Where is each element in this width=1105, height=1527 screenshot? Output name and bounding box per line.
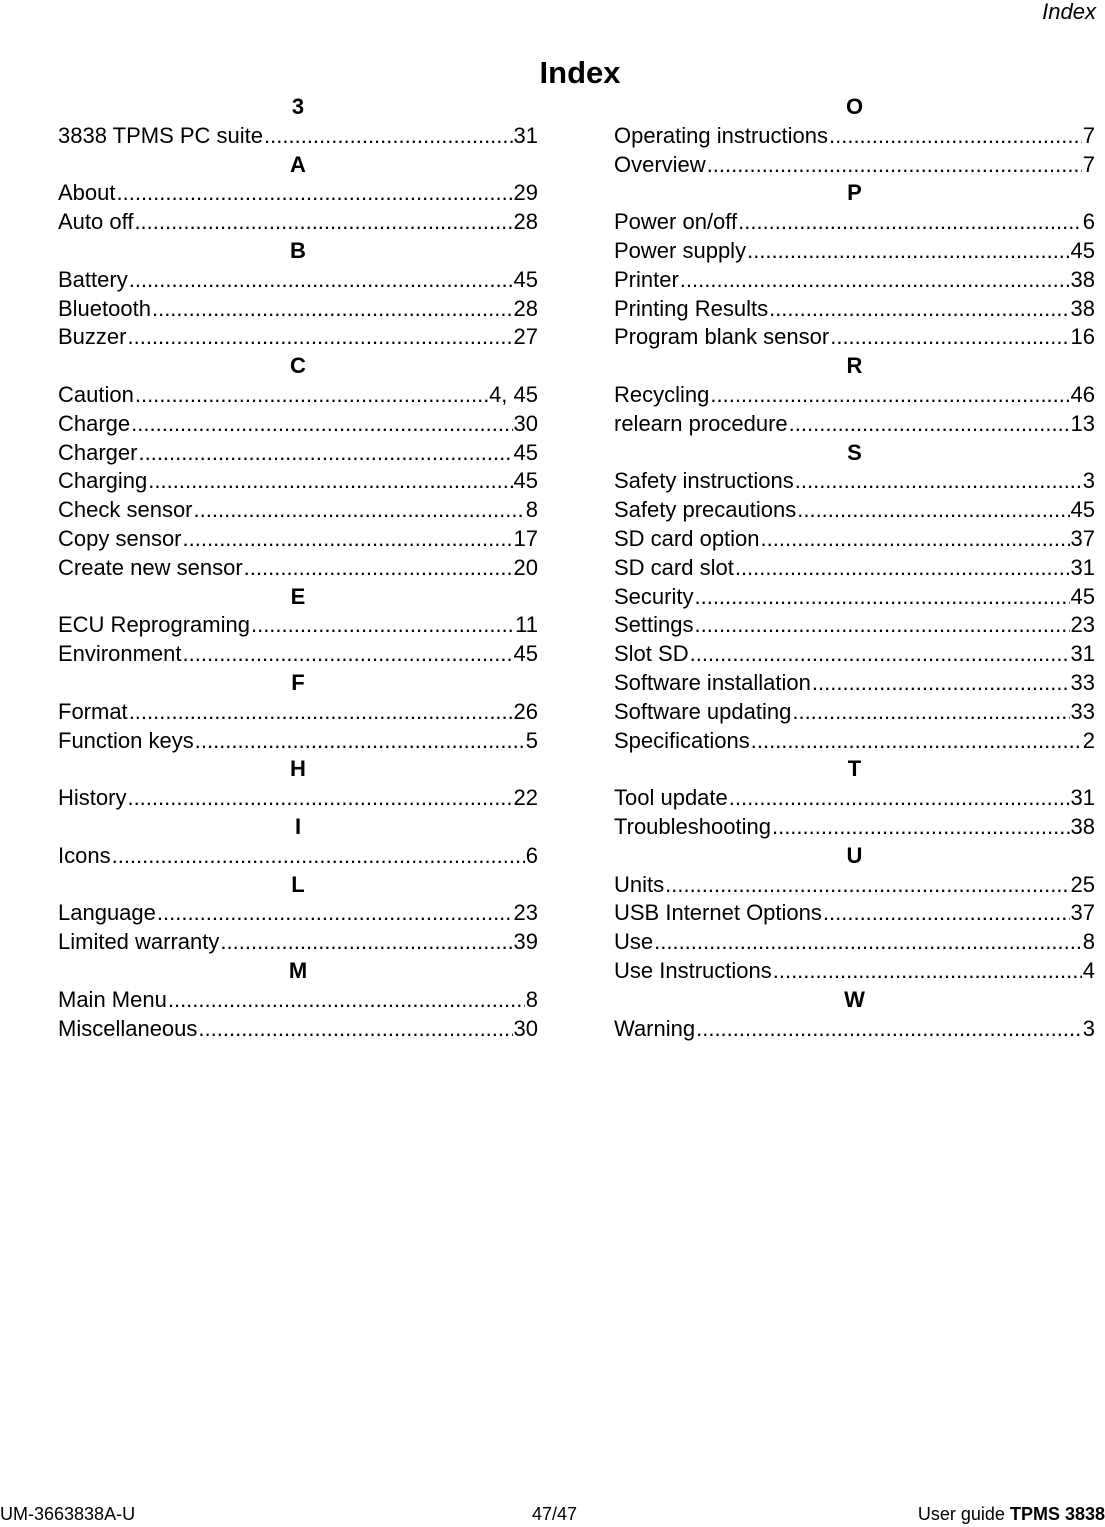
index-entry-term: Check sensor xyxy=(58,497,193,523)
index-entry[interactable] xyxy=(614,727,1095,756)
index-letter-heading: P xyxy=(847,180,862,206)
footer-guide-label: User guide xyxy=(917,1504,1005,1524)
index-entry[interactable] xyxy=(614,554,1095,583)
index-letter-heading: I xyxy=(294,813,302,839)
index-entry[interactable] xyxy=(614,813,1095,842)
dot-leader xyxy=(694,583,1069,612)
index-entry-page: 31 xyxy=(1070,554,1095,580)
index-entry-page: 4, 45 xyxy=(489,381,538,407)
dot-leader xyxy=(183,640,513,669)
dot-leader xyxy=(244,554,513,583)
index-letter-heading: 3 xyxy=(291,94,305,119)
index-entry-page: 2 xyxy=(1082,727,1095,753)
index-entry-term: Create new sensor xyxy=(58,554,243,580)
footer-page-number: 47/47 xyxy=(532,1504,578,1524)
index-entry-term: Printing Results xyxy=(614,295,769,321)
index-entry[interactable] xyxy=(58,928,538,957)
index-entry-term: Copy sensor xyxy=(58,525,182,551)
index-entry-term: SD card slot xyxy=(614,554,734,580)
index-entry-term: Language xyxy=(58,900,156,926)
index-column-left xyxy=(58,93,538,1043)
index-entry-term: Recycling xyxy=(614,381,710,407)
dot-leader xyxy=(830,323,1069,352)
index-entry-term: ECU Reprograming xyxy=(58,612,250,638)
dot-leader xyxy=(751,727,1082,756)
index-entry-term: 3838 TPMS PC suite xyxy=(58,122,264,148)
index-entry-term: Software installation xyxy=(614,669,811,695)
index-entry-page: 45 xyxy=(513,468,538,494)
index-entry-term: Safety precautions xyxy=(614,497,797,523)
dot-leader xyxy=(117,179,513,208)
footer-product-name: TPMS 3838 xyxy=(1009,1504,1105,1524)
dot-leader xyxy=(129,266,513,295)
index-letter-heading: T xyxy=(847,756,862,782)
index-entry-term: Environment xyxy=(58,641,182,667)
footer-doc-number: UM-3663838A-U xyxy=(0,1504,136,1524)
index-entry-term: Auto off xyxy=(58,209,134,235)
dot-leader xyxy=(183,525,513,554)
index-entry-page: 6 xyxy=(525,842,538,868)
index-entry-page: 26 xyxy=(513,698,538,724)
index-entry[interactable] xyxy=(614,583,1095,612)
index-entry-page: 45 xyxy=(513,266,538,292)
index-entry-term: About xyxy=(58,180,116,206)
index-entry[interactable] xyxy=(614,467,1095,496)
index-entry-page: 16 xyxy=(1070,324,1095,350)
index-entry-page: 33 xyxy=(1070,669,1095,695)
index-entry-page: 4 xyxy=(1082,957,1095,983)
dot-leader xyxy=(772,813,1070,842)
index-entry-term: Icons xyxy=(58,842,111,868)
index-entry-page: 45 xyxy=(1070,583,1095,609)
index-letter-heading: A xyxy=(290,151,306,177)
index-entry[interactable] xyxy=(614,928,1095,957)
dot-leader xyxy=(127,784,512,813)
index-entry-page: 46 xyxy=(1070,381,1095,407)
index-entry-term: Slot SD xyxy=(614,641,689,667)
dot-leader xyxy=(823,899,1070,928)
index-entry-page: 45 xyxy=(513,641,538,667)
dot-leader xyxy=(135,381,488,410)
index-entry[interactable] xyxy=(58,986,538,1015)
dot-leader xyxy=(264,122,512,151)
index-entry[interactable] xyxy=(58,266,538,295)
index-entry-term: Printer xyxy=(614,266,679,292)
index-entry-term: USB Internet Options xyxy=(614,900,822,926)
index-entry[interactable] xyxy=(58,496,538,525)
dot-leader xyxy=(729,784,1070,813)
index-entry-term: Units xyxy=(614,871,665,897)
index-entry-term: Limited warranty xyxy=(58,929,220,955)
index-entry-term: Safety instructions xyxy=(614,468,794,494)
dot-leader xyxy=(710,381,1069,410)
index-entry[interactable] xyxy=(614,669,1095,698)
index-entry-term: Main Menu xyxy=(58,986,167,1012)
index-entry-page: 45 xyxy=(1070,237,1095,263)
index-entry-term: Power supply xyxy=(614,237,747,263)
dot-leader xyxy=(152,295,513,324)
index-entry[interactable] xyxy=(614,410,1095,439)
index-entry-term: Tool update xyxy=(614,785,728,811)
index-letter-heading: W xyxy=(844,986,865,1012)
index-letter-heading: L xyxy=(291,871,305,897)
index-entry-page: 28 xyxy=(513,295,538,321)
index-letter-heading: H xyxy=(290,756,306,782)
index-entry-term: Specifications xyxy=(614,727,750,753)
index-entry[interactable] xyxy=(614,237,1095,266)
index-entry-term: relearn procedure xyxy=(614,410,788,436)
index-entry-term: Function keys xyxy=(58,727,194,753)
index-entry-page: 8 xyxy=(525,497,538,523)
index-entry-term: Warning xyxy=(614,1015,696,1041)
index-letter-heading: R xyxy=(846,353,863,379)
index-entry-page: 28 xyxy=(513,209,538,235)
dot-leader xyxy=(665,871,1069,900)
index-entry-page: 37 xyxy=(1070,525,1095,551)
index-entry-term: Operating instructions xyxy=(614,122,828,148)
footer-guide-title xyxy=(918,1503,1105,1525)
index-column-right xyxy=(614,93,1095,1043)
index-entry[interactable] xyxy=(614,496,1095,525)
index-entry[interactable] xyxy=(58,179,538,208)
dot-leader xyxy=(194,496,525,525)
index-entry-page: 31 xyxy=(1070,641,1095,667)
index-letter-heading: C xyxy=(290,353,306,379)
index-entry[interactable] xyxy=(614,899,1095,928)
index-entry-page: 20 xyxy=(513,554,538,580)
index-entry[interactable] xyxy=(58,727,538,756)
page-title: Index xyxy=(539,55,621,90)
index-entry[interactable] xyxy=(614,640,1095,669)
dot-leader xyxy=(251,611,514,640)
index-entry-page: 45 xyxy=(513,439,538,465)
index-entry-page: 22 xyxy=(513,785,538,811)
dot-leader xyxy=(773,957,1082,986)
index-entry[interactable] xyxy=(614,957,1095,986)
index-entry-page: 29 xyxy=(513,180,538,206)
index-entry[interactable] xyxy=(58,467,538,496)
dot-leader xyxy=(148,467,512,496)
index-entry-page: 31 xyxy=(513,122,538,148)
index-entry[interactable] xyxy=(58,784,538,813)
index-letter-heading: O xyxy=(845,94,864,119)
dot-leader xyxy=(138,439,512,468)
index-letter-heading: B xyxy=(290,237,306,263)
dot-leader xyxy=(127,323,512,352)
dot-leader xyxy=(690,640,1070,669)
index-entry-term: Format xyxy=(58,698,128,724)
dot-leader xyxy=(707,151,1082,180)
index-entry-page: 39 xyxy=(513,929,538,955)
index-entry[interactable] xyxy=(614,122,1095,151)
index-entry[interactable] xyxy=(58,842,538,871)
index-entry[interactable] xyxy=(614,698,1095,727)
index-entry-page: 11 xyxy=(515,612,538,638)
index-entry-term: Use xyxy=(614,929,654,955)
index-entry-term: Caution xyxy=(58,381,134,407)
dot-leader xyxy=(695,611,1070,640)
index-entry-page: 31 xyxy=(1070,785,1095,811)
index-letter-heading: U xyxy=(846,842,863,868)
index-entry-term: Power on/off xyxy=(614,209,738,235)
index-entry-page: 7 xyxy=(1082,151,1095,177)
dot-leader xyxy=(654,928,1082,957)
dot-leader xyxy=(198,1015,512,1044)
dot-leader xyxy=(168,986,525,1015)
index-entry[interactable] xyxy=(58,410,538,439)
index-entry[interactable] xyxy=(58,640,538,669)
index-entry-term: Battery xyxy=(58,266,128,292)
index-entry[interactable] xyxy=(58,439,538,468)
index-entry-term: Troubleshooting xyxy=(614,813,771,839)
dot-leader xyxy=(680,266,1070,295)
dot-leader xyxy=(829,122,1082,151)
index-entry-page: 13 xyxy=(1070,410,1095,436)
running-header-title: Index xyxy=(1042,0,1096,24)
dot-leader xyxy=(735,554,1070,583)
index-entry-page: 17 xyxy=(513,525,538,551)
index-entry-page: 27 xyxy=(513,324,538,350)
index-letter-heading: M xyxy=(288,957,308,983)
index-entry-page: 3 xyxy=(1082,1015,1095,1041)
index-entry-page: 23 xyxy=(513,900,538,926)
index-entry-page: 30 xyxy=(513,410,538,436)
index-letter-heading: S xyxy=(847,439,862,465)
index-entry-term: Use Instructions xyxy=(614,957,772,983)
dot-leader xyxy=(157,899,513,928)
index-letter-heading: E xyxy=(290,583,306,609)
index-entry[interactable] xyxy=(58,295,538,324)
index-letter-heading: F xyxy=(291,669,305,695)
index-entry-page: 45 xyxy=(1070,497,1095,523)
dot-leader xyxy=(195,727,525,756)
index-entry[interactable] xyxy=(614,208,1095,237)
index-entry-term: Settings xyxy=(614,612,694,638)
index-entry-page: 38 xyxy=(1070,295,1095,321)
index-entry-term: Charging xyxy=(58,468,148,494)
index-entry-page: 7 xyxy=(1082,122,1095,148)
dot-leader xyxy=(131,410,512,439)
dot-leader xyxy=(696,1015,1082,1044)
index-entry[interactable] xyxy=(614,525,1095,554)
dot-leader xyxy=(795,467,1082,496)
dot-leader xyxy=(134,208,512,237)
index-entry-page: 30 xyxy=(513,1015,538,1041)
dot-leader xyxy=(761,525,1070,554)
index-entry[interactable] xyxy=(614,151,1095,180)
index-entry[interactable] xyxy=(58,381,538,410)
dot-leader xyxy=(812,669,1070,698)
index-entry[interactable] xyxy=(58,899,538,928)
index-entry-term: Miscellaneous xyxy=(58,1015,198,1041)
index-entry[interactable] xyxy=(58,208,538,237)
index-entry-term: Charger xyxy=(58,439,138,465)
index-entry[interactable] xyxy=(58,611,538,640)
index-entry[interactable] xyxy=(614,871,1095,900)
index-entry-term: SD card option xyxy=(614,525,760,551)
dot-leader xyxy=(797,496,1069,525)
index-entry[interactable] xyxy=(58,698,538,727)
index-entry[interactable] xyxy=(58,525,538,554)
index-entry-page: 3 xyxy=(1082,468,1095,494)
index-entry[interactable] xyxy=(58,554,538,583)
dot-leader xyxy=(769,295,1069,324)
dot-leader xyxy=(112,842,525,871)
index-entry[interactable] xyxy=(614,611,1095,640)
index-entry-term: Charge xyxy=(58,410,131,436)
index-entry[interactable] xyxy=(614,295,1095,324)
dot-leader xyxy=(789,410,1070,439)
index-entry-page: 33 xyxy=(1070,698,1095,724)
dot-leader xyxy=(129,698,513,727)
index-entry-term: Software updating xyxy=(614,698,792,724)
index-entry-page: 8 xyxy=(1082,929,1095,955)
index-entry-term: Overview xyxy=(614,151,706,177)
dot-leader xyxy=(792,698,1069,727)
index-entry-page: 23 xyxy=(1070,612,1095,638)
index-entry-page: 38 xyxy=(1070,813,1095,839)
index-entry-page: 37 xyxy=(1070,900,1095,926)
index-entry-term: Bluetooth xyxy=(58,295,151,321)
index-entry[interactable] xyxy=(614,266,1095,295)
dot-leader xyxy=(747,237,1069,266)
index-entry[interactable] xyxy=(58,1015,538,1044)
index-entry-page: 38 xyxy=(1070,266,1095,292)
index-entry[interactable] xyxy=(614,323,1095,352)
index-entry-term: History xyxy=(58,785,127,811)
index-entry-page: 25 xyxy=(1070,871,1095,897)
index-entry-term: Buzzer xyxy=(58,324,127,350)
index-entry[interactable] xyxy=(614,381,1095,410)
index-entry[interactable] xyxy=(58,323,538,352)
index-entry[interactable] xyxy=(614,784,1095,813)
index-entry-term: Program blank sensor xyxy=(614,324,830,350)
index-entry-page: 8 xyxy=(525,986,538,1012)
index-entry-page: 6 xyxy=(1082,209,1095,235)
index-entry[interactable] xyxy=(614,1015,1095,1044)
dot-leader xyxy=(738,208,1082,237)
index-entry[interactable] xyxy=(58,122,538,151)
index-entry-term: Security xyxy=(614,583,694,609)
index-entry-page: 5 xyxy=(525,727,538,753)
dot-leader xyxy=(220,928,512,957)
